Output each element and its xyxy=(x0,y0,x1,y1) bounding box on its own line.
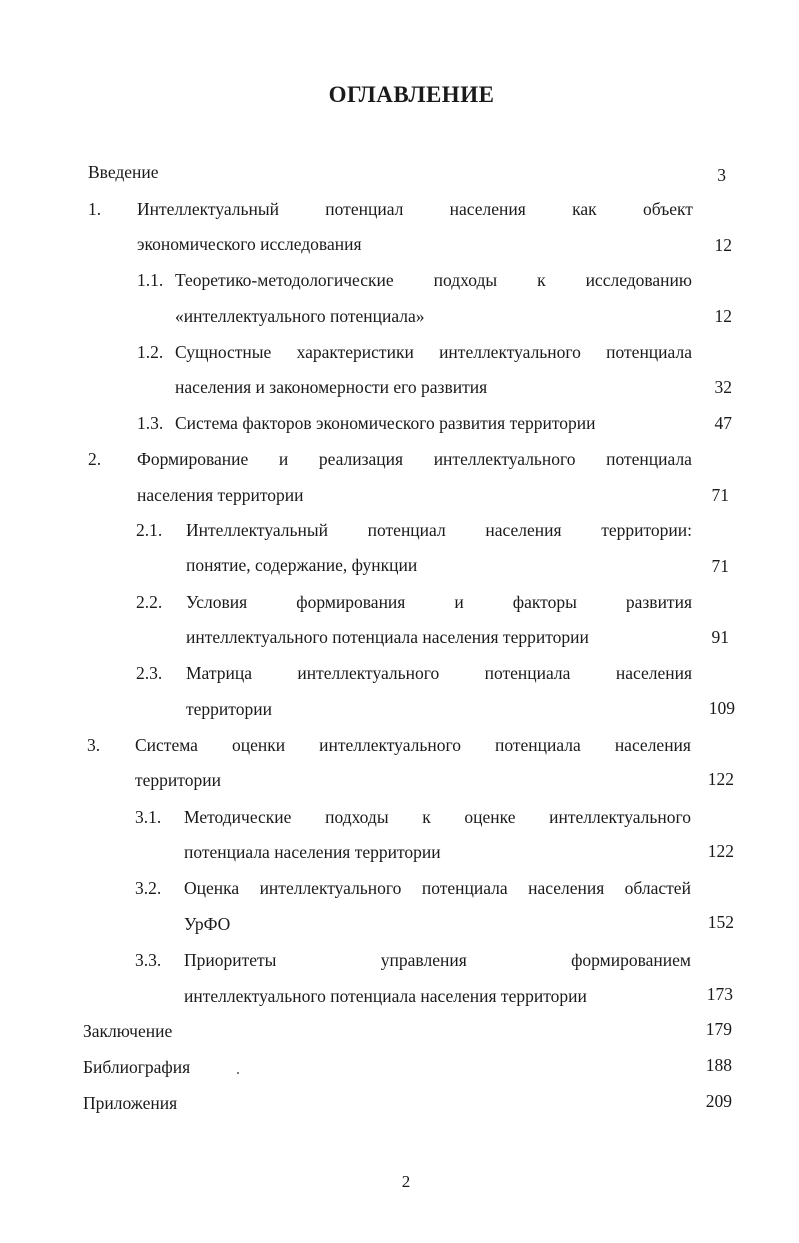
toc-appendices-page: 209 xyxy=(705,1091,732,1111)
toc-ch3-num: 3. xyxy=(87,735,101,755)
word: подходы xyxy=(325,807,389,827)
toc-conclusion-label: Заключение xyxy=(83,1021,173,1041)
toc-s23-line2: территории xyxy=(186,699,272,719)
toc-s13-page: 47 xyxy=(714,413,732,433)
word: потенциал xyxy=(367,520,446,540)
word: потенциал xyxy=(325,199,404,219)
word: подходы xyxy=(433,270,498,290)
toc-intro-label: Введение xyxy=(88,162,159,182)
word: интеллектуального xyxy=(319,735,461,755)
page-number: 2 xyxy=(401,1172,411,1191)
word: населения xyxy=(528,878,605,898)
word: потенциала xyxy=(484,663,571,683)
word: населения xyxy=(615,663,692,683)
toc-s21-page: 71 xyxy=(711,556,729,576)
toc-ch3-line1 xyxy=(135,734,691,756)
word: интеллектуального xyxy=(439,342,581,362)
word: Система xyxy=(135,735,198,755)
word: реализация xyxy=(318,449,404,469)
toc-ch3-line2: территории xyxy=(135,770,221,790)
word: потенциала xyxy=(421,878,508,898)
toc-s11-line2: «интеллектуального потенциала» xyxy=(175,306,425,326)
toc-ch1-page: 12 xyxy=(714,235,732,255)
toc-s23-num: 2.3. xyxy=(136,663,163,683)
toc-ch2-line1 xyxy=(137,448,692,470)
toc-s12-line2: населения и закономерности его развития xyxy=(175,377,488,397)
word: к xyxy=(422,807,431,827)
word: характеристики xyxy=(296,342,414,362)
toc-s32-line2: УрФО xyxy=(184,914,231,934)
toc-s13-line1: Система факторов экономического развития территории xyxy=(175,413,596,433)
toc-s23-line1 xyxy=(186,662,692,684)
toc-s22-line1 xyxy=(186,591,692,613)
word: Интеллектуальный xyxy=(137,199,279,219)
word: населения xyxy=(614,735,691,755)
word: потенциала xyxy=(606,449,692,469)
toc-s33-line1 xyxy=(184,949,691,971)
toc-s32-num: 3.2. xyxy=(135,878,162,898)
word: оценки xyxy=(231,735,286,755)
toc-s22-line2: интеллектуального потенциала населения территории xyxy=(186,627,589,647)
toc-ch2-num: 2. xyxy=(88,449,102,469)
toc-s22-num: 2.2. xyxy=(136,592,163,612)
word: оценке xyxy=(464,807,516,827)
toc-ch2-page: 71 xyxy=(711,485,729,505)
word: интеллектуального xyxy=(549,807,691,827)
page-title: ОГЛАВЛЕНИЕ xyxy=(328,82,495,107)
toc-s12-num: 1.2. xyxy=(137,342,164,362)
word: Интеллектуальный xyxy=(186,520,328,540)
word: Методические xyxy=(184,807,292,827)
word: интеллектуального xyxy=(297,663,440,683)
toc-s31-line1 xyxy=(184,806,691,828)
toc-s33-page: 173 xyxy=(706,984,733,1004)
toc-s11-line1 xyxy=(175,269,692,291)
word: развития xyxy=(625,592,692,612)
toc-s22-page: 91 xyxy=(711,627,729,647)
word: исследованию xyxy=(585,270,692,290)
toc-s33-num: 3.3. xyxy=(135,950,162,970)
word: и xyxy=(454,592,464,612)
word: потенциала xyxy=(494,735,581,755)
word: формированием xyxy=(571,950,691,970)
toc-ch1-line1 xyxy=(137,198,693,220)
toc-ch1-num: 1. xyxy=(88,199,102,219)
word: Теоретико-методологические xyxy=(175,270,394,290)
toc-s23-page: 109 xyxy=(708,698,735,718)
word: формирования xyxy=(296,592,406,612)
toc-s32-page: 152 xyxy=(707,912,734,932)
toc-s11-num: 1.1. xyxy=(137,270,164,290)
toc-s31-line2: потенциала населения территории xyxy=(184,842,441,862)
word: как xyxy=(572,199,597,219)
toc-conclusion-page: 179 xyxy=(705,1019,732,1039)
toc-bibliography-page: 188 xyxy=(705,1055,732,1075)
word: управления xyxy=(380,950,467,970)
toc-ch1-line2: экономического исследования xyxy=(137,234,362,254)
toc-s21-line2: понятие, содержание, функции xyxy=(186,555,418,575)
toc-s21-num: 2.1. xyxy=(136,520,163,540)
word: Оценка xyxy=(184,878,240,898)
word: Матрица xyxy=(186,663,252,683)
word: интеллектуального xyxy=(259,878,402,898)
word: территории: xyxy=(601,520,692,540)
toc-s31-num: 3.1. xyxy=(135,807,162,827)
word: факторы xyxy=(512,592,577,612)
toc-ch3-page: 122 xyxy=(707,769,734,789)
word: населения xyxy=(485,520,562,540)
toc-s12-line1 xyxy=(175,341,692,363)
toc-s31-page: 122 xyxy=(707,841,734,861)
word: объект xyxy=(642,199,693,219)
toc-s21-line1 xyxy=(186,519,692,541)
toc-ch2-line2: населения территории xyxy=(137,485,304,505)
toc-appendices-label: Приложения xyxy=(83,1093,178,1113)
toc-s12-page: 32 xyxy=(714,377,732,397)
toc-s32-line1 xyxy=(184,877,691,899)
word: и xyxy=(278,449,289,469)
word: Условия xyxy=(186,592,248,612)
word: Сущностные xyxy=(175,342,272,362)
word: интеллектуального xyxy=(433,449,576,469)
word: к xyxy=(537,270,546,290)
toc-bibliography-label: Библиография xyxy=(83,1057,191,1077)
toc-s13-num: 1.3. xyxy=(137,413,164,433)
word: потенциала xyxy=(606,342,692,362)
scan-speck xyxy=(237,1072,239,1074)
word: Приоритеты xyxy=(184,950,277,970)
toc-intro-page: 3 xyxy=(717,165,726,185)
word: Формирование xyxy=(137,449,249,469)
toc-s33-line2: интеллектуального потенциала населения территории xyxy=(184,986,587,1006)
toc-s11-page: 12 xyxy=(714,306,732,326)
word: населения xyxy=(449,199,526,219)
word: областей xyxy=(624,878,691,898)
